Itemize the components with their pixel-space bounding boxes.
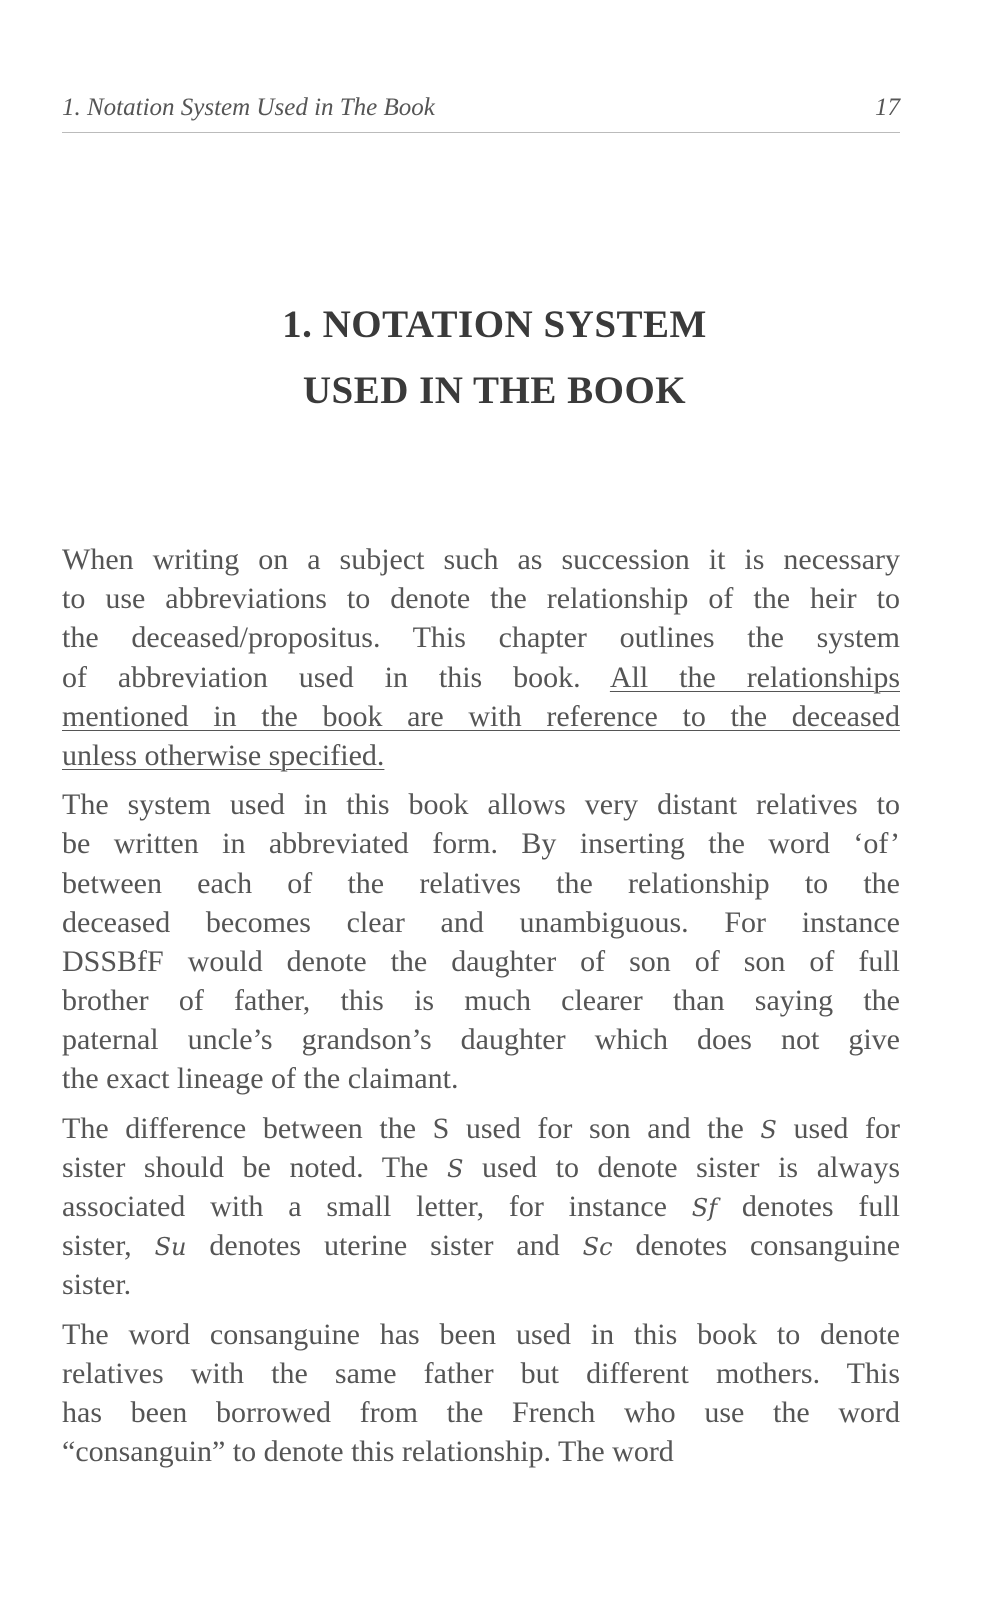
paragraph <box>62 785 900 1099</box>
text-segment: The system used in this book allows very distant relatives to <box>62 788 900 822</box>
text-segment: The difference between the S used for son and the <box>62 1111 761 1145</box>
text-segment: the exact lineage of the claimant. <box>62 1062 459 1096</box>
text-line <box>62 1059 900 1098</box>
text-line <box>62 540 900 579</box>
text-segment: the deceased/propositus. This chapter outlines the system <box>62 621 900 655</box>
text-line <box>62 697 900 736</box>
text-segment: associated with a small letter, for instance <box>62 1190 692 1223</box>
text-line <box>62 981 900 1020</box>
paragraph <box>62 540 900 775</box>
text-segment: denotes consanguine <box>612 1229 901 1263</box>
text-line <box>62 736 900 775</box>
text-segment: of abbreviation used in this book. <box>62 660 610 694</box>
body-text <box>62 540 900 1481</box>
sister-symbol: S <box>760 1115 777 1144</box>
text-line <box>62 1315 900 1354</box>
text-line <box>62 1020 900 1059</box>
text-segment: sister, <box>62 1229 155 1263</box>
chapter-title-line-2: USED IN THE BOOK <box>302 369 687 412</box>
text-line <box>62 1109 900 1148</box>
text-segment: used for <box>776 1111 900 1145</box>
text-segment: denotes full <box>717 1190 900 1223</box>
text-line <box>62 618 900 657</box>
text-segment: to use abbreviations to denote the relationship of the heir to <box>62 582 900 616</box>
text-segment: sister. <box>62 1268 132 1302</box>
text-segment: between each of the relatives the relationship to the <box>62 866 900 900</box>
text-line <box>62 1187 900 1226</box>
running-header <box>62 92 900 133</box>
text-segment: deceased becomes clear and unambiguous. For instance <box>62 905 900 939</box>
text-line <box>62 1265 900 1304</box>
sister-symbol: S <box>446 1154 464 1183</box>
text-segment: used to denote sister is always <box>463 1150 900 1184</box>
text-segment: brother of father, this is much clearer than saying the <box>62 984 900 1018</box>
sister-symbol: Sc <box>582 1233 613 1262</box>
text-line <box>62 903 900 942</box>
page-number: 17 <box>875 94 900 121</box>
text-segment: The word consanguine has been used in this book to denote <box>62 1317 900 1351</box>
text-line <box>62 942 900 981</box>
text-line <box>62 579 900 618</box>
text-line <box>62 1393 900 1432</box>
underlined-text: All the relationships <box>609 660 900 694</box>
text-line <box>62 1354 900 1393</box>
text-line <box>62 1432 900 1471</box>
text-segment: has been borrowed from the French who use the word <box>62 1395 900 1429</box>
underlined-text: mentioned in the book are with reference to the deceased <box>62 699 900 733</box>
text-segment: DSSBfF would denote the daughter of son of son of full <box>62 944 900 978</box>
text-segment: sister should be noted. The <box>62 1150 447 1184</box>
text-line <box>62 824 900 863</box>
text-segment: When writing on a subject such as succession it is necessary <box>62 543 900 576</box>
text-segment: paternal uncle’s grandson’s daughter which does not give <box>62 1023 900 1057</box>
text-segment: “consanguin” to denote this relationship. The word <box>62 1435 674 1469</box>
paragraph <box>62 1109 900 1305</box>
text-line <box>62 785 900 824</box>
text-line <box>62 658 900 697</box>
text-segment: denotes uterine sister and <box>186 1229 583 1263</box>
text-line <box>62 1226 900 1265</box>
sister-symbol: Sf <box>691 1194 718 1222</box>
paragraph <box>62 1315 900 1472</box>
sister-symbol: Su <box>154 1233 187 1262</box>
chapter-title-line-1: 1. NOTATION SYSTEM <box>282 303 707 346</box>
running-title: 1. Notation System Used in The Book <box>62 94 435 121</box>
text-line <box>62 864 900 903</box>
text-segment: be written in abbreviated form. By inserting the word ‘of’ <box>62 827 900 861</box>
text-line <box>62 1148 900 1187</box>
text-segment: relatives with the same father but different mothers. This <box>62 1356 900 1390</box>
underlined-text: unless otherwise specified. <box>62 738 385 772</box>
